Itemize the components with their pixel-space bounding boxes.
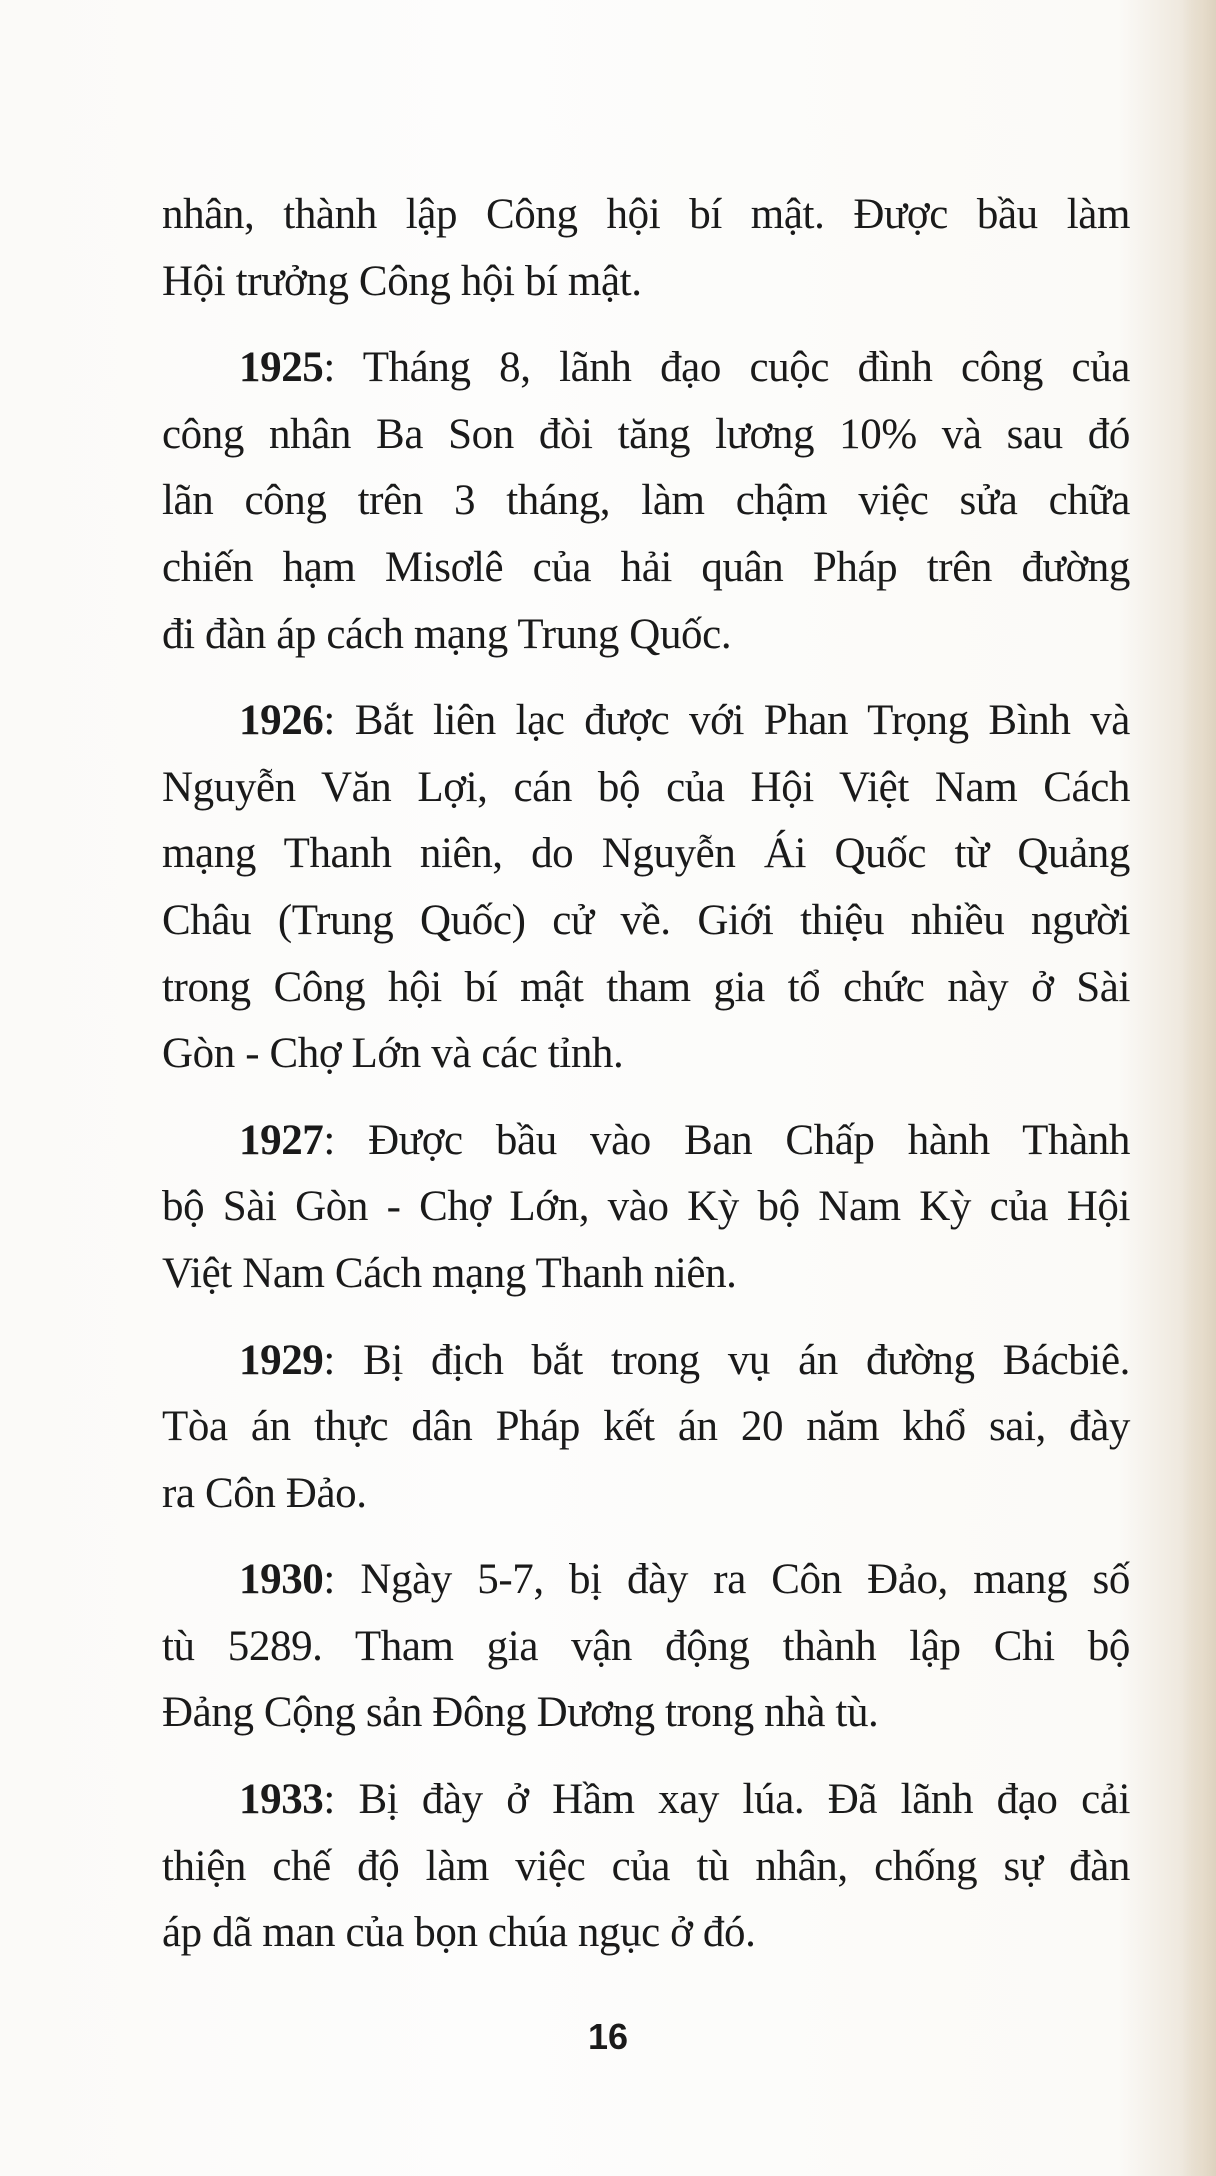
line-text: : Bị đày ở Hầm xay lúa. Đã lãnh đạo cải bbox=[323, 1776, 1130, 1824]
paragraph-continued bbox=[162, 182, 1130, 315]
text-line: Việt Nam Cách mạng Thanh niên. bbox=[162, 1249, 737, 1297]
text-line bbox=[162, 1767, 1130, 1834]
text-line: Gòn - Chợ Lớn và các tỉnh. bbox=[162, 1030, 624, 1078]
line-text: : Tháng 8, lãnh đạo cuộc đình công của bbox=[323, 344, 1130, 392]
text-line: lãn công trên 3 tháng, làm chậm việc sửa chữa bbox=[162, 477, 1130, 525]
year-label: 1927 bbox=[239, 1116, 324, 1164]
text-line bbox=[162, 1108, 1130, 1175]
timeline-entry-1929 bbox=[162, 1328, 1130, 1528]
year-label: 1925 bbox=[239, 344, 324, 392]
line-text: : Bắt liên lạc được với Phan Trọng Bình và bbox=[323, 697, 1130, 745]
page-number: 16 bbox=[587, 2016, 629, 2057]
year-label: 1933 bbox=[239, 1776, 324, 1824]
text-line: Tòa án thực dân Pháp kết án 20 năm khổ sai, đày bbox=[162, 1403, 1130, 1451]
text-line: áp dã man của bọn chúa ngục ở đó. bbox=[162, 1909, 756, 1957]
text-line bbox=[162, 335, 1130, 402]
text-line: chiến hạm Misơlê của hải quân Pháp trên đường bbox=[162, 543, 1130, 591]
year-label: 1930 bbox=[239, 1556, 324, 1604]
text-line: Hội trưởng Công hội bí mật. bbox=[162, 257, 642, 305]
text-line: đi đàn áp cách mạng Trung Quốc. bbox=[162, 610, 732, 658]
text-line: tù 5289. Tham gia vận động thành lập Chi bộ bbox=[162, 1622, 1130, 1670]
line-text: : Bị địch bắt trong vụ án đường Bácbiê. bbox=[323, 1336, 1130, 1384]
text-line: Châu (Trung Quốc) cử về. Giới thiệu nhiều người bbox=[162, 896, 1130, 944]
text-line bbox=[162, 1328, 1130, 1395]
text-line: Đảng Cộng sản Đông Dương trong nhà tù. bbox=[162, 1689, 879, 1737]
text-line bbox=[162, 1547, 1130, 1614]
timeline-entry-1926 bbox=[162, 688, 1130, 1088]
text-line: ra Côn Đảo. bbox=[162, 1469, 367, 1517]
text-line: Nguyễn Văn Lợi, cán bộ của Hội Việt Nam Cách bbox=[162, 763, 1130, 811]
timeline-entry-1925 bbox=[162, 335, 1130, 668]
text-line: bộ Sài Gòn - Chợ Lớn, vào Kỳ bộ Nam Kỳ của Hội bbox=[162, 1183, 1130, 1231]
line-text: : Ngày 5-7, bị đày ra Côn Đảo, mang số bbox=[323, 1556, 1130, 1604]
line-text: : Được bầu vào Ban Chấp hành Thành bbox=[323, 1116, 1130, 1164]
year-label: 1929 bbox=[239, 1336, 324, 1384]
page-body bbox=[162, 182, 1130, 1987]
page-edge-shadow bbox=[1182, 0, 1216, 2176]
text-line: nhân, thành lập Công hội bí mật. Được bầu làm bbox=[162, 191, 1130, 238]
text-line bbox=[162, 688, 1130, 755]
text-line: trong Công hội bí mật tham gia tổ chức này ở Sài bbox=[162, 963, 1130, 1011]
text-line: công nhân Ba Son đòi tăng lương 10% và sau đó bbox=[162, 410, 1130, 458]
timeline-entry-1927 bbox=[162, 1108, 1130, 1308]
text-line: mạng Thanh niên, do Nguyễn Ái Quốc từ Quảng bbox=[162, 830, 1130, 878]
year-label: 1926 bbox=[239, 697, 324, 745]
timeline-entry-1930 bbox=[162, 1547, 1130, 1747]
timeline-entry-1933 bbox=[162, 1767, 1130, 1967]
text-line: thiện chế độ làm việc của tù nhân, chống sự đàn bbox=[162, 1842, 1130, 1890]
